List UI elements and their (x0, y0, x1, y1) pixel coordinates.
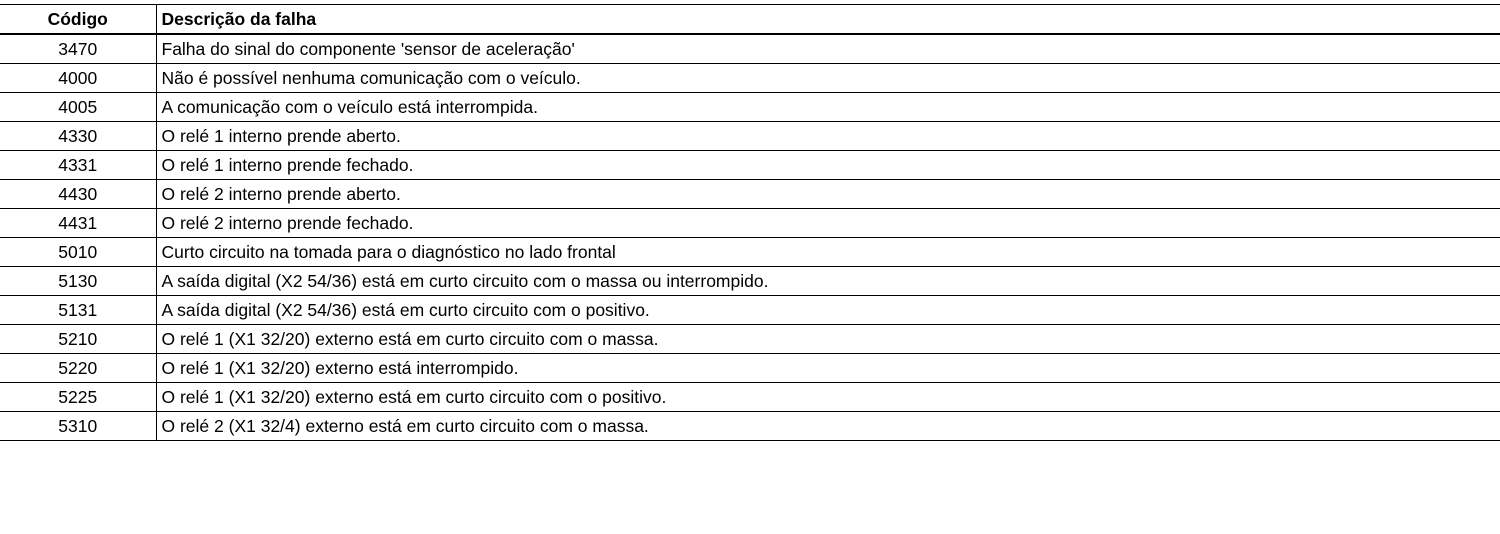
header-row (0, 5, 1500, 35)
fault-code-cell: 4331 (0, 151, 156, 180)
table-row (0, 325, 1500, 354)
fault-description-cell: O relé 2 (X1 32/4) externo está em curto circuito com o massa. (156, 412, 1500, 441)
fault-code-cell: 5010 (0, 238, 156, 267)
fault-code-cell: 4005 (0, 93, 156, 122)
fault-code-table (0, 4, 1500, 441)
fault-description-cell: O relé 1 (X1 32/20) externo está interrompido. (156, 354, 1500, 383)
table-row (0, 34, 1500, 64)
fault-description-cell: Falha do sinal do componente 'sensor de aceleração' (156, 34, 1500, 64)
table-row (0, 180, 1500, 209)
table-row (0, 209, 1500, 238)
fault-description-cell: A comunicação com o veículo está interrompida. (156, 93, 1500, 122)
table-row (0, 64, 1500, 93)
table-header (0, 5, 1500, 35)
fault-description-cell: Não é possível nenhuma comunicação com o veículo. (156, 64, 1500, 93)
column-header-description: Descrição da falha (156, 5, 1500, 35)
table-row (0, 412, 1500, 441)
fault-code-cell: 5220 (0, 354, 156, 383)
fault-code-cell: 5310 (0, 412, 156, 441)
fault-description-cell: O relé 1 interno prende aberto. (156, 122, 1500, 151)
fault-code-cell: 5130 (0, 267, 156, 296)
table-row (0, 93, 1500, 122)
fault-description-cell: O relé 1 interno prende fechado. (156, 151, 1500, 180)
fault-description-cell: Curto circuito na tomada para o diagnóstico no lado frontal (156, 238, 1500, 267)
fault-code-cell: 5210 (0, 325, 156, 354)
fault-description-cell: O relé 2 interno prende aberto. (156, 180, 1500, 209)
fault-description-cell: A saída digital (X2 54/36) está em curto circuito com o positivo. (156, 296, 1500, 325)
table-row (0, 296, 1500, 325)
fault-code-cell: 5131 (0, 296, 156, 325)
fault-code-cell: 4000 (0, 64, 156, 93)
fault-description-cell: O relé 1 (X1 32/20) externo está em curto circuito com o positivo. (156, 383, 1500, 412)
fault-code-cell: 5225 (0, 383, 156, 412)
table-row (0, 238, 1500, 267)
table-row (0, 151, 1500, 180)
fault-description-cell: A saída digital (X2 54/36) está em curto circuito com o massa ou interrompido. (156, 267, 1500, 296)
fault-code-cell: 4430 (0, 180, 156, 209)
table-row (0, 122, 1500, 151)
fault-description-cell: O relé 2 interno prende fechado. (156, 209, 1500, 238)
fault-description-cell: O relé 1 (X1 32/20) externo está em curto circuito com o massa. (156, 325, 1500, 354)
fault-code-cell: 4431 (0, 209, 156, 238)
table-body (0, 34, 1500, 441)
table-row (0, 354, 1500, 383)
fault-code-cell: 4330 (0, 122, 156, 151)
fault-code-cell: 3470 (0, 34, 156, 64)
column-header-code: Código (0, 5, 156, 35)
table-row (0, 383, 1500, 412)
table-row (0, 267, 1500, 296)
